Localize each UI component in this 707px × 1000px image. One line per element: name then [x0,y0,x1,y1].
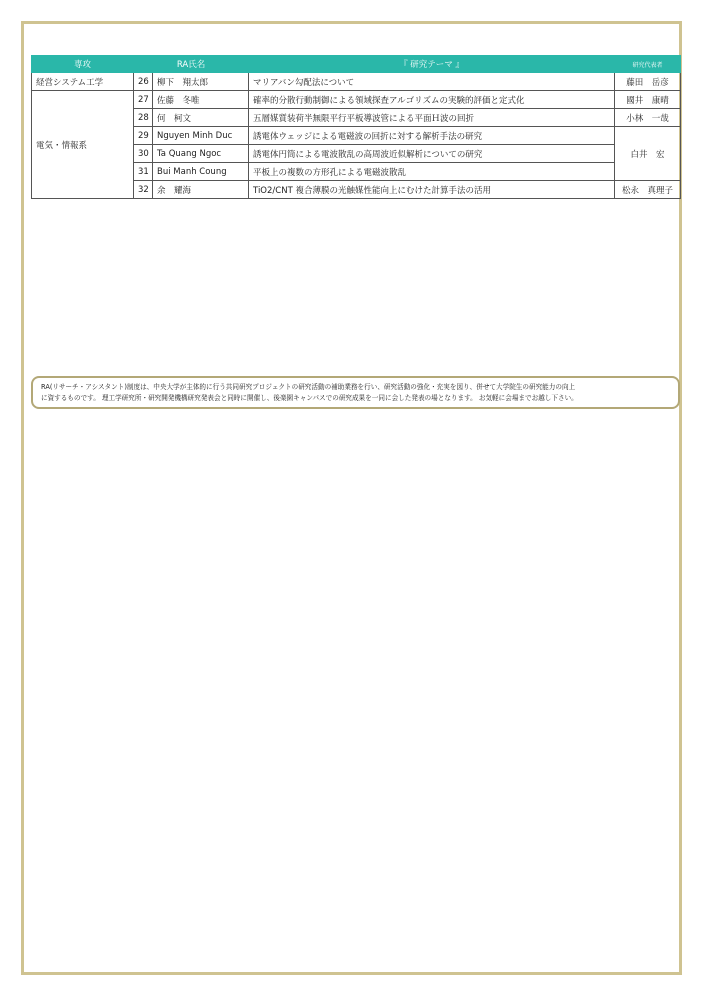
table-row [32,91,681,109]
representative-cell: 國井 康晴 [615,91,681,109]
number-cell: 26 [134,73,153,91]
number-cell: 28 [134,109,153,127]
theme-cell: 五層媒質装荷半無限平行平板導波管による平面Ｈ波の回折 [249,109,615,127]
theme-cell: 誘電体ウェッジによる電磁波の回折に対する解析手法の研究 [249,127,615,145]
name-cell: Bui Manh Coung [153,163,249,181]
header-theme: 『 研究テーマ 』 [249,56,615,73]
representative-cell: 藤田 岳彦 [615,73,681,91]
theme-cell: 確率的分散行動制御による領域探査アルゴリズムの実験的評価と定式化 [249,91,615,109]
name-cell: Nguyen Minh Duc [153,127,249,145]
header-ra-name: RA氏名 [134,56,249,73]
table-header-row [32,56,681,73]
representative-cell: 小林 一哉 [615,109,681,127]
name-cell: 柳下 翔太郎 [153,73,249,91]
theme-cell: TiO2/CNT 複合薄膜の光触媒性能向上にむけた計算手法の活用 [249,181,615,199]
note-line: RA(リサーチ・アシスタント)制度は、中央大学が主体的に行う共同研究プロジェクトの研究活動の補助業務を行い、研究活動の強化・充実を図り、併せて大学院生の研究能力の向上 [41,383,576,391]
name-cell: 佐藤 冬唯 [153,91,249,109]
number-cell: 27 [134,91,153,109]
name-cell: 何 柯文 [153,109,249,127]
major-cell: 経営システム工学 [32,73,134,91]
header-major: 専攻 [32,56,134,73]
theme-cell: 平板上の複数の方形孔による電磁波散乱 [249,163,615,181]
number-cell: 30 [134,145,153,163]
note-line: に資するものです。 理工学研究所・研究開発機構研究発表会と同時に開催し、後楽園キャンパスでの研究成果を一同に会した発表の場となります。 お気軽に会場までお越し下さい。 [41,394,578,402]
representative-cell: 松永 真理子 [615,181,681,199]
name-cell: Ta Quang Ngoc [153,145,249,163]
header-representative: 研究代表者 [615,56,681,73]
theme-cell: マリアバン勾配法について [249,73,615,91]
theme-cell: 誘電体円筒による電波散乱の高周波近似解析についての研究 [249,145,615,163]
table-row [32,73,681,91]
number-cell: 31 [134,163,153,181]
major-cell: 電気・情報系 [32,91,134,199]
ra-table [31,55,681,199]
number-cell: 32 [134,181,153,199]
representative-cell: 白井 宏 [615,127,681,181]
ra-description-note [31,376,680,409]
number-cell: 29 [134,127,153,145]
name-cell: 余 耀海 [153,181,249,199]
